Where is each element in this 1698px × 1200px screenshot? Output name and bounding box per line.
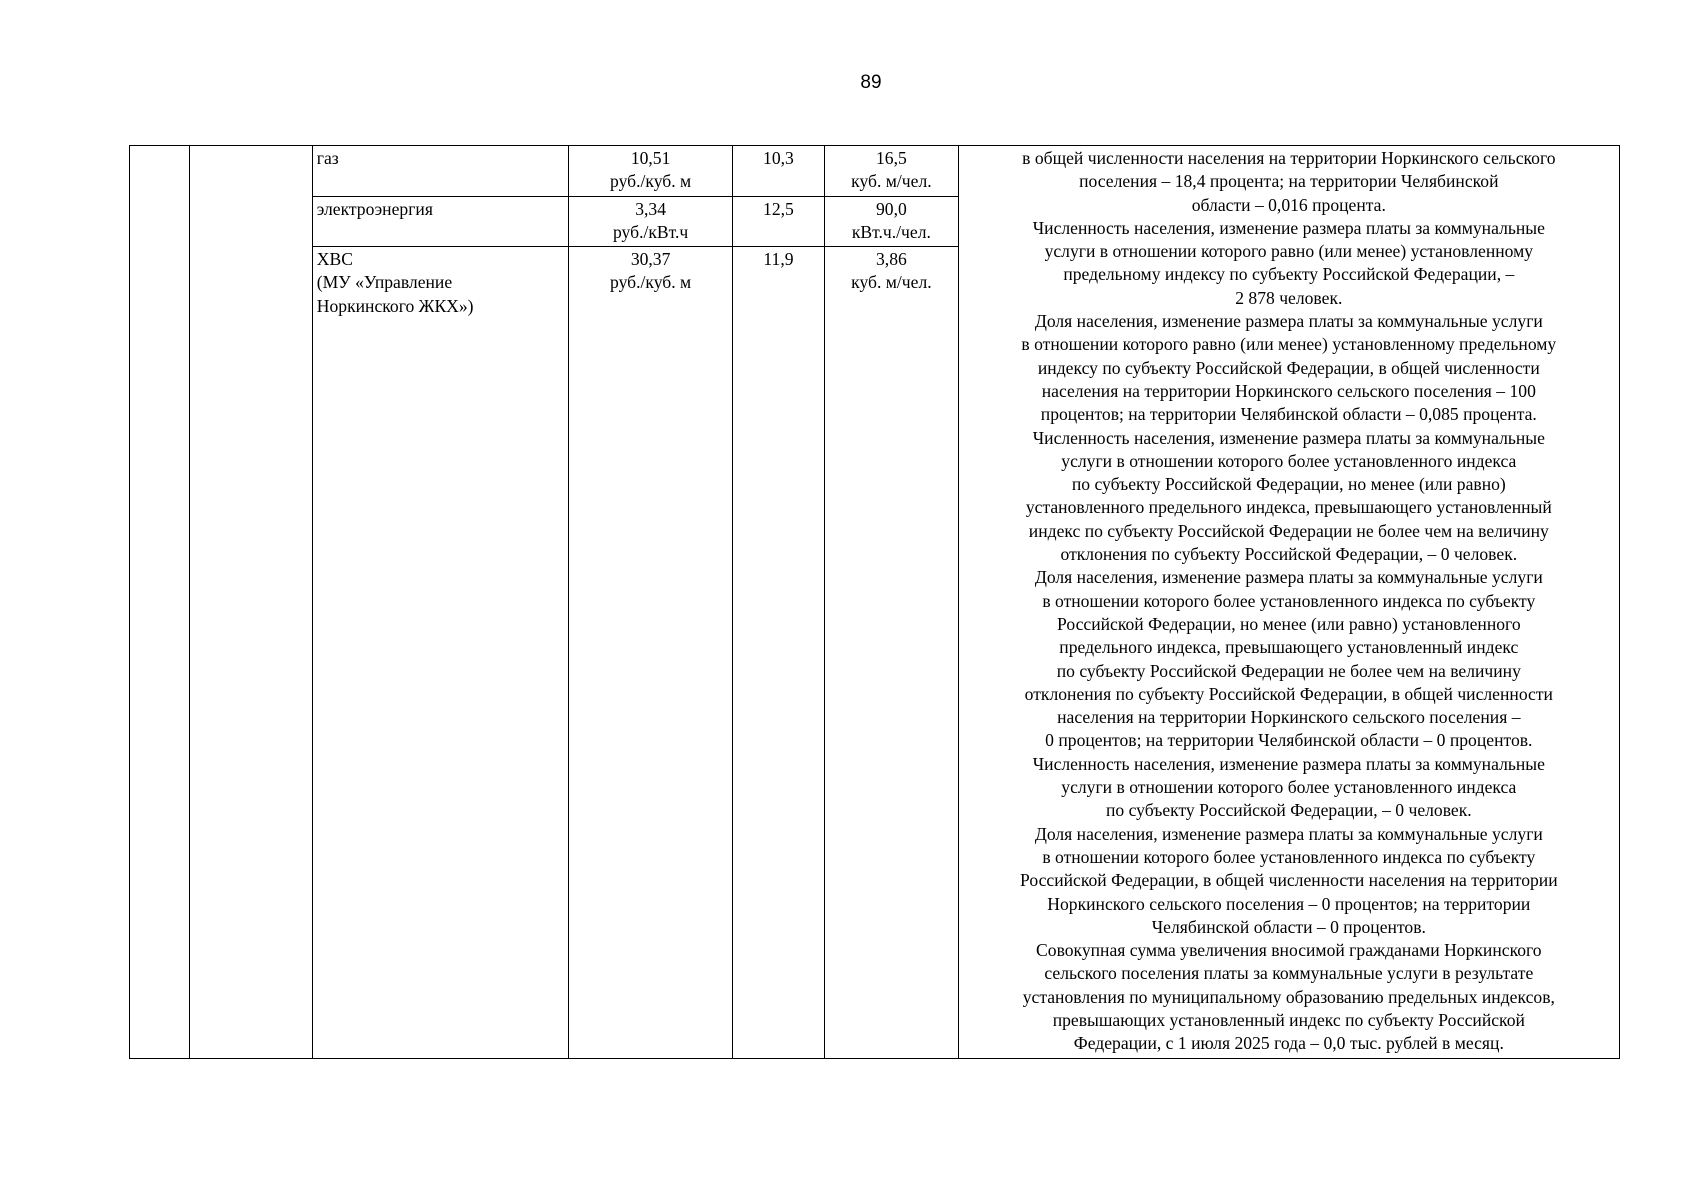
description-line: услуги в отношении которого равно (или менее) установленному: [1044, 241, 1534, 262]
description-line: по субъекту Российской Федерации, но менее (или равно): [1071, 474, 1506, 495]
description-line: Доля населения, изменение размера платы за коммунальные услуги: [1034, 311, 1543, 332]
index-cell: [732, 146, 824, 197]
description-line: области – 0,016 процента.: [1191, 194, 1386, 215]
service-name-cell: [312, 247, 569, 1058]
index-cell: [732, 247, 824, 1058]
description-line: Численность населения, изменение размера платы за коммунальные: [1032, 427, 1545, 448]
volume-unit: кВт.ч./чел.: [851, 221, 931, 242]
tariff-unit: руб./кВт.ч: [612, 221, 689, 242]
description-line: населения на территории Норкинского сельского поселения –: [1057, 707, 1521, 728]
description-line: услуги в отношении которого более установленного индекса: [1061, 450, 1517, 471]
number-cell: [130, 146, 190, 1059]
description-line: предельному индексу по субъекту Российской Федерации, –: [1063, 264, 1515, 285]
index-cell: [732, 196, 824, 247]
description-line: индексу по субъекту Российской Федерации, в общей численности: [1037, 357, 1540, 378]
service-name-cell: [312, 146, 569, 197]
municipality-cell: [189, 146, 312, 1059]
description-line: в общей численности населения на территории Норкинского сельского: [1022, 148, 1556, 168]
volume-unit: куб. м/чел.: [851, 171, 932, 192]
tariff-table: [129, 145, 1620, 1059]
description-line: Доля населения, изменение размера платы за коммунальные услуги: [1034, 823, 1543, 844]
description-line: Доля населения, изменение размера платы за коммунальные услуги: [1034, 567, 1543, 588]
description-line: в отношении которого равно (или менее) установленному предельному: [1021, 334, 1557, 355]
volume-value: 16,5: [876, 148, 907, 168]
service-name-cell: [312, 196, 569, 247]
description-line: 2 878 человек.: [1235, 287, 1343, 308]
service-name: газ: [316, 148, 339, 168]
service-provider-line: (МУ «Управление: [316, 272, 453, 293]
description-text: [963, 147, 1615, 1056]
description-line: Совокупная сумма увеличения вносимой гражданами Норкинского: [1036, 940, 1542, 961]
description-line: поселения – 18,4 процента; на территории Челябинской: [1079, 171, 1499, 192]
tariff-value: 30,37: [630, 249, 671, 270]
description-line: по субъекту Российской Федерации, – 0 человек.: [1105, 800, 1472, 821]
description-line: Норкинского сельского поселения – 0 процентов; на территории: [1047, 893, 1531, 914]
volume-value: 90,0: [876, 198, 907, 219]
description-line: Российской Федерации, в общей численности населения на территории: [1020, 870, 1558, 891]
description-line: услуги в отношении которого более установленного индекса: [1061, 777, 1517, 798]
description-line: установления по муниципальному образованию предельных индексов,: [1022, 986, 1555, 1007]
tariff-unit: руб./куб. м: [610, 171, 692, 192]
tariff-cell: [569, 247, 732, 1058]
description-line: Численность населения, изменение размера платы за коммунальные: [1032, 217, 1545, 238]
service-provider-line: Норкинского ЖКХ»): [316, 295, 474, 316]
description-line: населения на территории Норкинского сельского поселения – 100: [1041, 380, 1536, 401]
description-line: Челябинской области – 0 процентов.: [1151, 916, 1426, 937]
description-cell: [958, 146, 1619, 1059]
description-line: в отношении которого более установленного индекса по субъекту: [1042, 590, 1536, 611]
tariff-cell: [569, 146, 732, 197]
table-row-gas: [130, 146, 1620, 197]
page-number: 89: [860, 72, 882, 93]
description-line: Федерации, с 1 июля 2025 года – 0,0 тыс. рублей в месяц.: [1073, 1033, 1504, 1054]
volume-unit: куб. м/чел.: [851, 272, 932, 293]
service-name: ХВС: [316, 249, 353, 270]
tariff-cell: [569, 196, 732, 247]
volume-cell: [825, 196, 958, 247]
tariff-unit: руб./куб. м: [610, 272, 692, 293]
description-line: процентов; на территории Челябинской области – 0,085 процента.: [1040, 404, 1537, 425]
description-line: предельного индекса, превышающего установленный индекс: [1059, 637, 1519, 658]
tariff-value: 3,34: [635, 198, 667, 219]
description-line: Российской Федерации, но менее (или равно) установленного: [1057, 613, 1521, 634]
description-line: отклонения по субъекту Российской Федерации, – 0 человек.: [1060, 544, 1518, 565]
description-line: Численность населения, изменение размера платы за коммунальные: [1032, 753, 1545, 774]
index-value: 11,9: [763, 249, 794, 270]
description-line: отклонения по субъекту Российской Федерации, в общей численности: [1024, 683, 1553, 704]
index-value: 12,5: [763, 198, 794, 219]
description-line: 0 процентов; на территории Челябинской области – 0 процентов.: [1045, 730, 1533, 751]
index-value: 10,3: [763, 148, 794, 168]
service-name: электроэнергия: [316, 198, 433, 219]
volume-cell: [825, 146, 958, 197]
description-line: установленного предельного индекса, превышающего установленный: [1025, 497, 1552, 518]
description-line: в отношении которого более установленного индекса по субъекту: [1042, 846, 1536, 867]
volume-cell: [825, 247, 958, 1058]
volume-value: 3,86: [876, 249, 907, 270]
description-line: индекс по субъекту Российской Федерации не более чем на величину: [1028, 520, 1549, 541]
description-line: сельского поселения платы за коммунальные услуги в результате: [1044, 963, 1534, 984]
description-line: превышающих установленный индекс по субъекту Российской: [1052, 1009, 1525, 1030]
description-line: по субъекту Российской Федерации не более чем на величину: [1056, 660, 1521, 681]
tariff-value: 10,51: [630, 148, 671, 168]
